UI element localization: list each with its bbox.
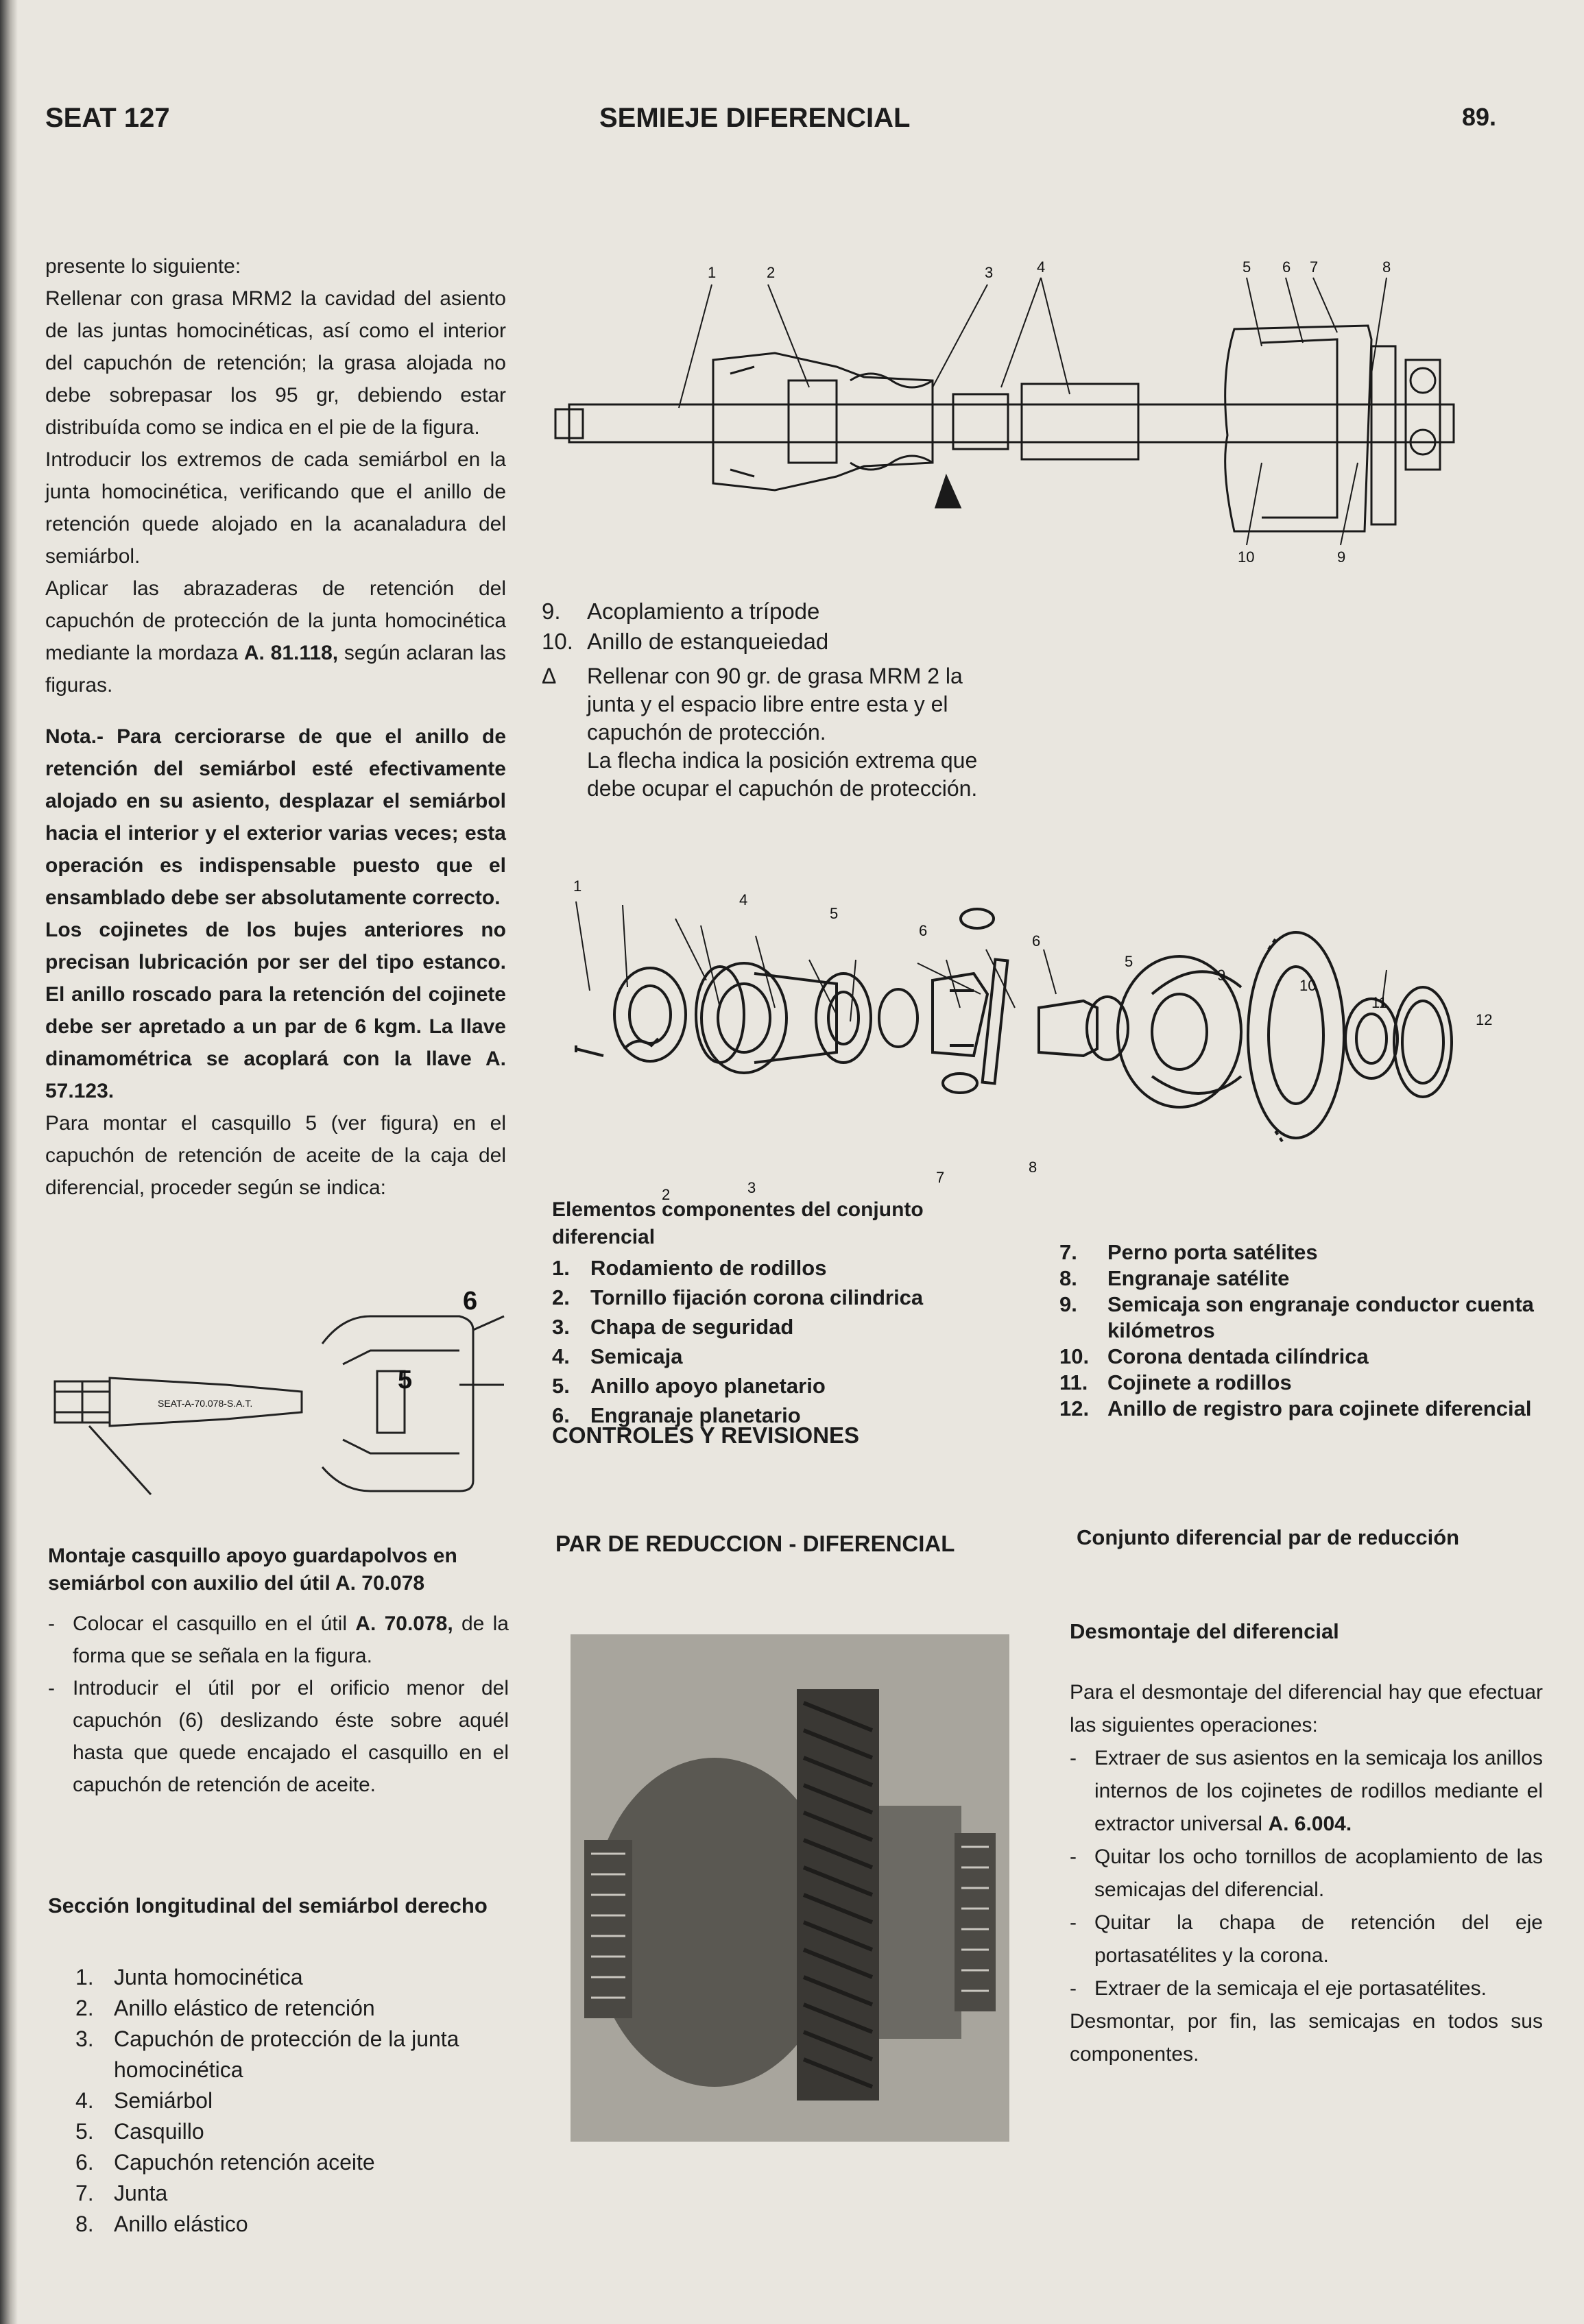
callout-2: 2 xyxy=(767,264,776,281)
exploded-callout-7: 7 xyxy=(936,1169,945,1186)
paragraph-bushing: Para montar el casquillo 5 (ver figura) en el capuchón de retención de aceite de la caja del diferencial, proceder según se indica: xyxy=(45,1112,506,1199)
controles-heading: CONTROLES Y REVISIONES xyxy=(552,1423,860,1448)
shaft-legend xyxy=(542,596,1022,657)
tool-figure xyxy=(48,1289,514,1515)
paragraph-shaft-ends: Introducir los extremos de cada semiárbol en la junta homocinética, verificando que el anillo de retención quede alojado en la acanaladura del semiárbol. xyxy=(45,448,506,568)
paragraph-clamps: Aplicar las abrazaderas de retención del capuchón de protección de la junta homocinética mediante la mordaza A. 81.118, según aclaran las figuras. xyxy=(45,577,506,697)
callout-9: 9 xyxy=(1337,548,1346,566)
tool-inscription: SEAT-A-70.078-S.A.T. xyxy=(158,1398,253,1409)
exploded-callout-8: 8 xyxy=(1029,1159,1037,1176)
shaft-section-figure xyxy=(549,257,1509,579)
tool-ref: A. 81.118, xyxy=(243,642,339,664)
list-item: 8. Anillo elástico xyxy=(75,2212,248,2236)
callout-6: 6 xyxy=(1282,258,1291,276)
exploded-callout-3: 3 xyxy=(747,1179,756,1196)
exploded-list-left xyxy=(552,1253,1046,1430)
conjunto-heading: Conjunto diferencial par de reducción xyxy=(1077,1525,1460,1549)
list-item: 4. Semicaja xyxy=(552,1344,683,1368)
list-item: - Extraer de la semicaja el eje portasatélites. xyxy=(1070,1977,1487,2000)
list-item: 9. Acoplamiento a trípode xyxy=(542,598,820,624)
callout-1: 1 xyxy=(708,264,717,281)
desmontaje-intro: Para el desmontaje del diferencial hay que efectuar las siguientes operaciones: xyxy=(1070,1681,1543,1736)
list-item: 7. Junta xyxy=(75,2181,168,2205)
seccion-list xyxy=(75,1962,528,2240)
list-item: 12. Anillo de registro para cojinete diferencial xyxy=(1059,1396,1532,1420)
list-item: - Introducir el útil por el orificio menor del capuchón (6) deslizando éste sobre aquél hasta que quede encajado el casquillo en el capuchón de retención de aceite. xyxy=(48,1677,509,1796)
list-item: - Quitar la chapa de retención del eje portasatélites y la corona. xyxy=(1070,1911,1543,1967)
seccion-caption: Sección longitudinal del semiárbol derecho xyxy=(48,1893,488,1917)
list-item: 5. Casquillo xyxy=(75,2119,204,2144)
tool-label-6: 6 xyxy=(463,1289,478,1316)
desmontaje-heading: Desmontaje del diferencial xyxy=(1070,1619,1339,1643)
binding-shadow xyxy=(0,0,18,2324)
callout-3: 3 xyxy=(985,264,994,281)
column-right xyxy=(1070,1676,1543,2071)
column-left xyxy=(45,250,506,1204)
list-item: 7. Perno porta satélites xyxy=(1059,1240,1318,1264)
desmontaje-steps xyxy=(1070,1742,1543,2005)
list-item: - Quitar los ocho tornillos de acoplamiento de las semicajas del diferencial. xyxy=(1070,1845,1543,1901)
list-item: 10. Anillo de estanqueiedad xyxy=(542,629,829,654)
par-heading: PAR DE REDUCCION - DIFERENCIAL xyxy=(555,1531,955,1556)
exploded-callout-9: 9 xyxy=(1217,967,1226,984)
exploded-callout-4: 4 xyxy=(739,891,748,908)
montaje-steps xyxy=(48,1608,509,1801)
list-item: 5. Anillo apoyo planetario xyxy=(552,1374,826,1398)
list-item: 3. Chapa de seguridad xyxy=(552,1315,794,1339)
paragraph-bearings: Los cojinetes de los bujes anteriores no precisan lubricación por ser del tipo estanco. El anillo roscado para la retención del cojinete debe ser apretado a un par de 6 kgm. La llave dinamométrica se acoplará con la llave A. 57.123. xyxy=(45,919,506,1102)
list-item: 8. Engranaje satélite xyxy=(1059,1266,1290,1290)
page-number: 89. xyxy=(1462,103,1497,131)
list-item: 11. Cojinete a rodillos xyxy=(1059,1370,1292,1394)
desmontaje-final: Desmontar, por fin, las semicajas en todos sus componentes. xyxy=(1070,2010,1543,2066)
exploded-callout-1: 1 xyxy=(573,877,582,895)
header-left: SEAT 127 xyxy=(45,103,170,133)
exploded-callout-6b: 6 xyxy=(1032,932,1041,949)
exploded-differential-figure xyxy=(549,871,1529,1207)
montaje-caption: Montaje casquillo apoyo guardapolvos en semiárbol con auxilio del útil A. 70.078 xyxy=(48,1545,457,1595)
list-item: 2. Tornillo fijación corona cilindrica xyxy=(552,1285,924,1309)
exploded-callout-12: 12 xyxy=(1476,1011,1493,1028)
exploded-callout-5: 5 xyxy=(830,905,839,922)
exploded-list-right xyxy=(1059,1239,1539,1422)
list-item: 9. Semicaja son engranaje conductor cuenta kilómetros xyxy=(1059,1292,1534,1342)
paragraph-nota: Nota.- Para cerciorarse de que el anillo de retención del semiárbol esté efectivamente alojado en su asiento, desplazar el semiárbol hacia el interior y el exterior varias veces; esta operación es indispensable puesto que el ensamblado debe ser absolutamente correcto. xyxy=(45,725,506,909)
differential-photo-graphic xyxy=(571,1634,1009,2142)
differential-photo xyxy=(571,1634,1009,2142)
list-item: 2. Anillo elástico de retención xyxy=(75,1996,375,2020)
list-item: 6. Capuchón retención aceite xyxy=(75,2150,375,2175)
callout-10: 10 xyxy=(1238,548,1255,566)
triangle-icon: Δ xyxy=(542,664,557,688)
tool-label-5: 5 xyxy=(398,1366,413,1394)
paragraph-grease: Rellenar con grasa MRM2 la cavidad del asiento de las juntas homocinéticas, así como el interior del capuchón de retención; la grasa alojada no debe sobrepasar los 95 gr, debiendo estar distribuída como se indica en el pie de la figura. xyxy=(45,287,506,439)
callout-7: 7 xyxy=(1310,258,1319,276)
exploded-callout-5b: 5 xyxy=(1125,953,1133,970)
exploded-caption: Elementos componentes del conjunto diferencial xyxy=(552,1198,924,1248)
exploded-callout-2: 2 xyxy=(662,1186,671,1203)
callout-4: 4 xyxy=(1037,258,1046,276)
list-item: - Colocar el casquillo en el útil A. 70.078, de la forma que se señala en la figura. xyxy=(48,1612,509,1667)
exploded-callout-6a: 6 xyxy=(919,922,928,939)
list-item: 1. Junta homocinética xyxy=(75,1965,303,1989)
paragraph-intro: presente lo siguiente: xyxy=(45,255,241,278)
list-item: 6. Engranaje planetario xyxy=(552,1403,801,1427)
list-item: - Extraer de sus asientos en la semicaja los anillos internos de los cojinetes de rodillos mediante el extractor universal A. 6.004. xyxy=(1070,1747,1543,1835)
exploded-callout-10: 10 xyxy=(1299,977,1317,994)
callout-8: 8 xyxy=(1382,258,1391,276)
header-title: SEMIEJE DIFERENCIAL xyxy=(599,103,911,133)
list-item: 4. Semiárbol xyxy=(75,2088,213,2113)
callout-5: 5 xyxy=(1243,258,1251,276)
list-item: 1. Rodamiento de rodillos xyxy=(552,1256,827,1280)
exploded-callout-11: 11 xyxy=(1371,994,1387,1011)
list-item: 10. Corona dentada cilíndrica xyxy=(1059,1344,1369,1368)
list-item: 3. Capuchón de protección de la junta homocinética xyxy=(75,2026,459,2082)
shaft-note: Δ Rellenar con 90 gr. de grasa MRM 2 la junta y el espacio libre entre esta y el capuchón de protección. La flecha indica la posición extrema que debe ocupar el capuchón de protección. xyxy=(542,662,1015,803)
